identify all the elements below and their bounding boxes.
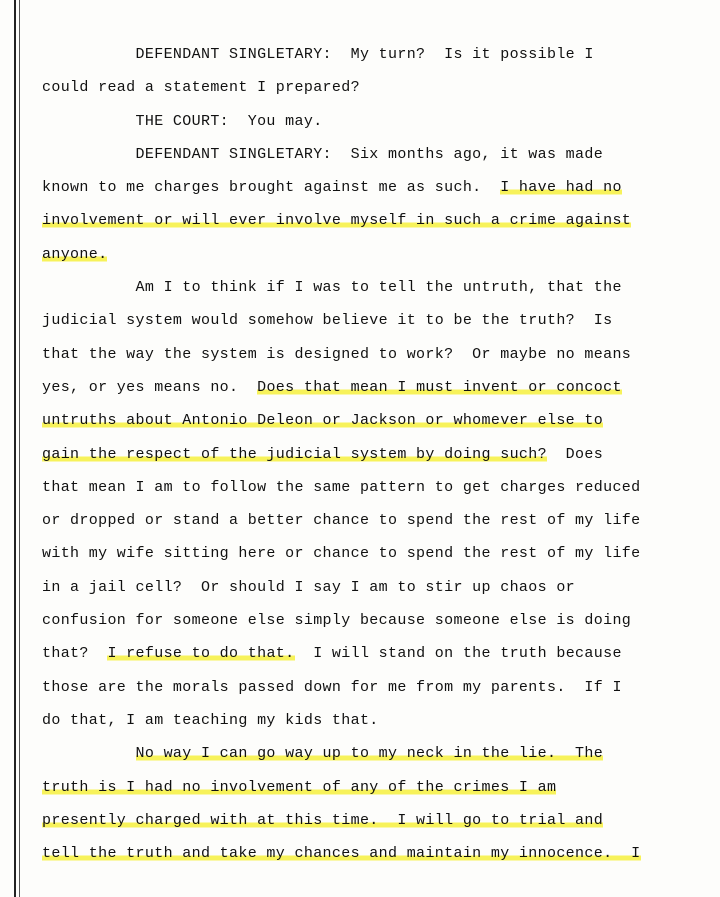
line-text: THE COURT: You may. — [135, 112, 323, 130]
line-text: yes, or yes means no. — [42, 378, 258, 396]
line-indent — [42, 113, 136, 130]
highlighted-text: untruths about Antonio Deleon or Jackson or whomever else to — [42, 412, 604, 430]
line-text: judicial system would somehow believe it to be the truth? Is — [42, 312, 613, 330]
transcript-body — [42, 38, 712, 870]
transcript-line — [42, 371, 712, 404]
line-text: those are the morals passed down for me from my parents. If I — [42, 678, 622, 696]
transcript-line — [42, 671, 712, 704]
left-margin-rule — [14, 0, 16, 897]
transcript-line — [42, 171, 712, 204]
highlighted-text: involvement or will ever involve myself in such a crime against — [42, 212, 632, 230]
transcript-line — [42, 438, 712, 471]
line-text: DEFENDANT SINGLETARY: My turn? Is it possible I — [135, 46, 594, 63]
transcript-line — [42, 504, 712, 537]
highlighted-text: I have had no — [500, 179, 622, 197]
line-text: that the way the system is designed to work? Or maybe no means — [42, 345, 632, 363]
line-text: with my wife sitting here or chance to spend the rest of my life — [42, 545, 641, 563]
line-text: do that, I am teaching my kids that. — [42, 711, 379, 729]
highlighted-text: I refuse to do that. — [107, 645, 295, 663]
transcript-line — [42, 471, 712, 504]
transcript-line — [42, 837, 712, 870]
transcript-line — [42, 537, 712, 570]
transcript-line — [42, 138, 712, 171]
highlighted-text: presently charged with at this time. I will go to trial and — [42, 811, 604, 829]
transcript-line — [42, 38, 712, 71]
transcript-line — [42, 571, 712, 604]
transcript-line — [42, 704, 712, 737]
transcript-line — [42, 71, 712, 104]
line-text: that mean I am to follow the same pattern to get charges reduced — [42, 478, 641, 496]
line-text: Am I to think if I was to tell the untruth, that the — [135, 279, 622, 297]
line-text: could read a statement I prepared? — [42, 79, 360, 97]
line-text: DEFENDANT SINGLETARY: Six months ago, it was made — [135, 145, 604, 163]
transcript-line — [42, 771, 712, 804]
transcript-line — [42, 737, 712, 770]
line-text: known to me charges brought against me as such. — [42, 179, 501, 197]
highlighted-text: gain the respect of the judicial system by doing such? — [42, 445, 547, 463]
transcript-line — [42, 637, 712, 670]
line-text: that? — [42, 645, 108, 663]
line-text: confusion for someone else simply because someone else is doing — [42, 612, 632, 630]
line-indent — [42, 146, 136, 163]
line-text: Does — [546, 445, 604, 463]
line-indent — [42, 745, 136, 762]
transcript-line — [42, 204, 712, 237]
highlighted-text: anyone. — [42, 245, 108, 263]
transcript-line — [42, 304, 712, 337]
transcript-line — [42, 271, 712, 304]
transcript-line — [42, 238, 712, 271]
highlighted-text: No way I can go way up to my neck in the lie. The — [135, 745, 604, 763]
transcript-line — [42, 404, 712, 437]
transcript-line — [42, 338, 712, 371]
highlighted-text: tell the truth and take my chances and maintain my innocence. I — [42, 845, 641, 863]
transcript-line — [42, 105, 712, 138]
line-indent — [42, 279, 136, 296]
transcript-line — [42, 804, 712, 837]
transcript-line — [42, 604, 712, 637]
line-indent — [42, 46, 136, 63]
left-margin-rule-inner — [19, 0, 20, 897]
line-text: in a jail cell? Or should I say I am to stir up chaos or — [42, 578, 576, 596]
highlighted-text: truth is I had no involvement of any of the crimes I am — [42, 778, 557, 796]
highlighted-text: Does that mean I must invent or concoct — [257, 378, 622, 396]
line-text: I will stand on the truth because — [294, 645, 622, 663]
line-text: or dropped or stand a better chance to spend the rest of my life — [42, 512, 641, 530]
